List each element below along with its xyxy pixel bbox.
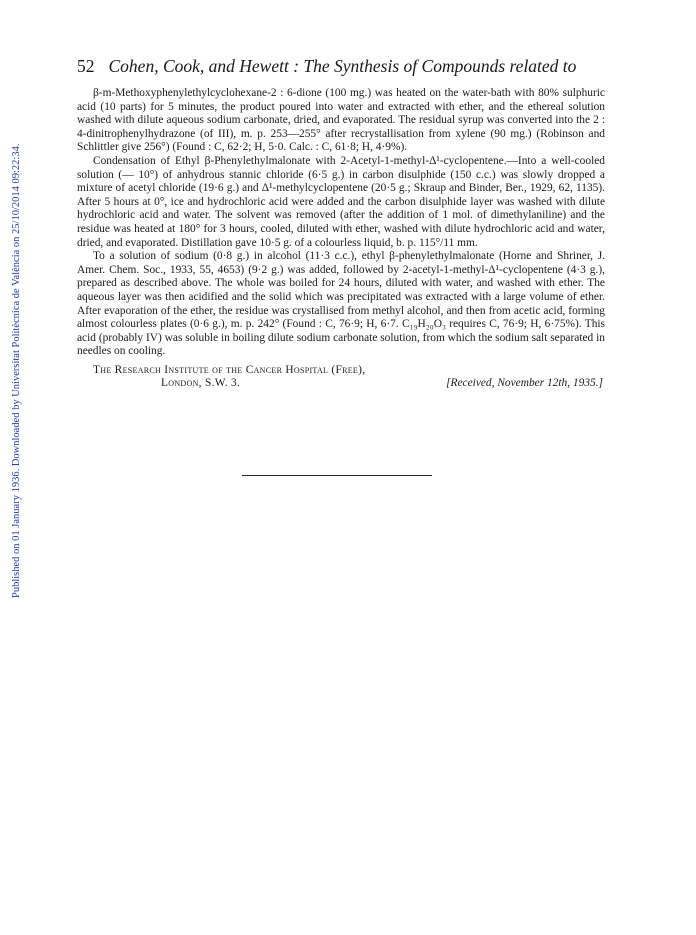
paragraph-1: β-m-Methoxyphenylethylcyclohexane-2 : 6-dione (100 mg.) was heated on the water-bath with 80% sulphuric acid (10 parts) for 5 minutes, the product poured into water and extracted with ether, and the ethereal solution washed with dilute aqueous sodium carbonate, dried, and evaporated. The residual syrup was converted into the 2 : 4-dinitrophenylhydrazone (of III), m. p. 253—255° after recrystallisation from xylene (90 mg.) (Robinson and Schlittler give 256°) (Found : C, 62·2; H, 5·0. Calc. : C, 61·8; H, 4·9%). [77,87,605,154]
download-notice [0,0,22,935]
running-header [77,56,605,77]
page-content [77,56,605,391]
section-divider [242,475,432,476]
paragraph-2: Condensation of Ethyl β-Phenylethylmalonate with 2-Acetyl-1-methyl-Δ¹-cyclopentene.—Into a well-cooled solution (— 10°) of anhydrous stannic chloride (6·5 g.) in carbon disulphide (150 c.c.) was slowly dropped a mixture of acetyl chloride (19·6 g.) and Δ¹-methylcyclopentene (20·5 g.; Skraup and Binder, Ber., 1929, 62, 1135). After 5 hours at 0°, ice and hydrochloric acid were added and the carbon disulphide layer was washed with dilute hydrochloric acid and water. The solvent was removed (after the addition of 1 mol. of dimethylaniline) and the residue was heated at 180° for 3 hours, cooled, diluted with ether, washed with dilute hydrochloric acid and water, dried, and evaporated. Distillation gave 10·5 g. of a colourless liquid, b. p. 115°/11 mm. [77,154,605,249]
download-notice-text: Published on 01 January 1936. Downloaded by Universitat Politècnica de València on 25/10/2014 09:22:34. [11,143,22,598]
running-title: Cohen, Cook, and Hewett : The Synthesis of Compounds related to [108,56,577,76]
city: London, S.W. 3. [161,377,241,390]
page-number: 52 [77,56,95,76]
institution: The Research Institute of the Cancer Hospital (Free), [93,363,366,376]
paragraph-3: To a solution of sodium (0·8 g.) in alcohol (11·3 c.c.), ethyl β-phenylethylmalonate (Horne and Shriner, J. Amer. Chem. Soc., 1933, 55, 4653) (9·2 g.) was added, followed by 2-acetyl-1-methyl-Δ¹-cyclopentene (4·3 g.), prepared as described above. The whole was boiled for 24 hours, diluted with water, and washed with ether. The aqueous layer was then acidified and the solid which was precipitated was extracted with a large volume of ether. After evaporation of the ether, the residue was crystallised from methyl alcohol, and then from acetic acid, forming almost colourless plates (0·6 g.), m. p. 242° (Found : C, 76·9; H, 6·7. C₁₉H₂₀O₃ requires C, 76·9; H, 6·75%). This acid (probably IV) was soluble in boiling dilute sodium carbonate solution, from which the sodium salt separated in needles on cooling. [77,250,605,358]
author-address [77,364,605,391]
received-date: [Received, November 12th, 1935.] [446,377,603,390]
